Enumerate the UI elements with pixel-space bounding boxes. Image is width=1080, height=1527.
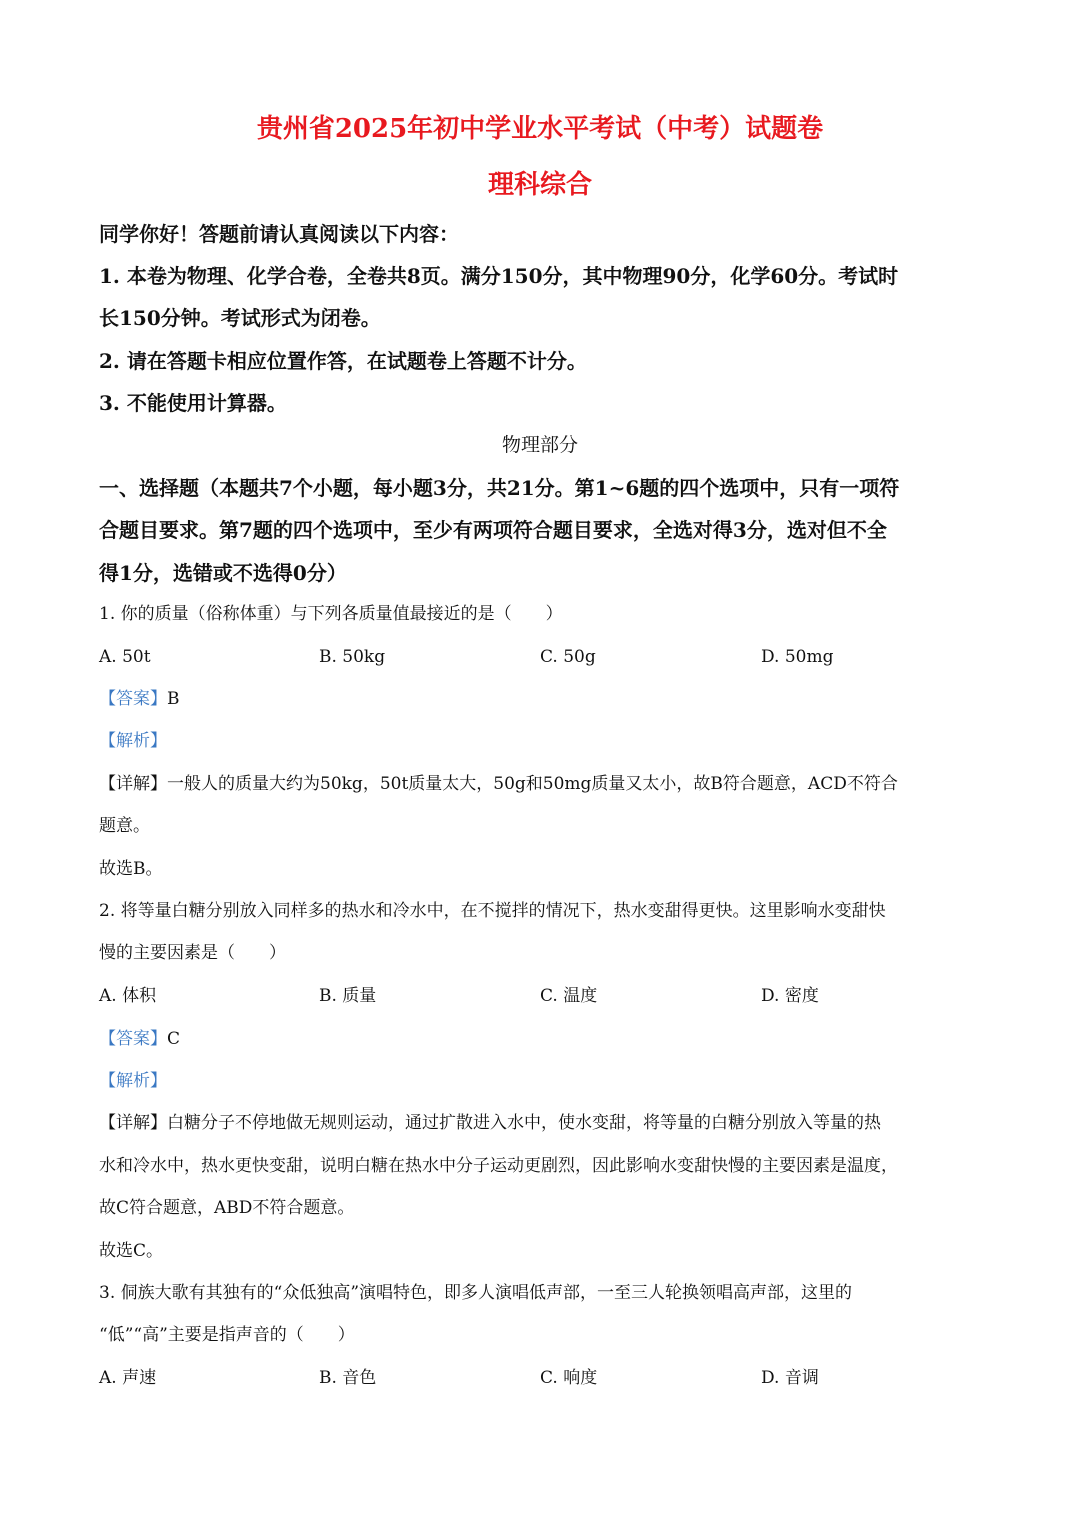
question-1-option-d: D. 50mg: [761, 647, 834, 667]
question-3-stem-line-2: “低”“高”主要是指声音的（ ）: [99, 1325, 355, 1345]
part-description-line-1: 一、选择题（本题共7个小题，每小题3分，共21分。第1~6题的四个选项中，只有一项符: [99, 476, 900, 500]
question-3-option-c: C. 响度: [540, 1368, 598, 1388]
section-heading: 物理部分: [501, 434, 578, 456]
question-2-stem-line-1: 2. 将等量白糖分别放入同样多的热水和冷水中，在不搅拌的情况下，热水变甜得更快。这里影响水变甜快: [99, 901, 886, 921]
exam-title: 贵州省2025年初中学业水平考试（中考）试题卷: [256, 114, 824, 144]
answer-value: C: [167, 1029, 181, 1049]
question-2-detail-line-3: 故C符合题意，ABD不符合题意。: [99, 1198, 355, 1218]
question-1-options: [99, 649, 999, 671]
instruction-item-2: 2. 请在答题卡相应位置作答，在试题卷上答题不计分。: [99, 349, 587, 373]
question-2-options: [99, 988, 999, 1010]
question-1-option-a: A. 50t: [99, 647, 151, 667]
part-description-line-3: 得1分，选错或不选得0分）: [99, 561, 347, 585]
question-3-stem-line-1: 3. 侗族大歌有其独有的“众低独高”演唱特色，即多人演唱低声部，一至三人轮换领唱高声部，这里的: [99, 1283, 853, 1303]
analysis-label: 【解析】: [99, 731, 167, 751]
analysis-label: 【解析】: [99, 1071, 167, 1091]
question-3-option-b: B. 音色: [319, 1368, 377, 1388]
instructions-greeting: 同学你好！答题前请认真阅读以下内容：: [99, 222, 459, 246]
question-2-option-c: C. 温度: [540, 986, 598, 1006]
question-1-option-c: C. 50g: [540, 647, 596, 667]
exam-subtitle: 理科综合: [487, 170, 592, 200]
instruction-item-3: 3. 不能使用计算器。: [99, 391, 287, 415]
question-3-option-a: A. 声速: [99, 1368, 157, 1388]
question-1-stem: 1. 你的质量（俗称体重）与下列各质量值最接近的是（ ）: [99, 604, 563, 624]
question-1-detail-line-2: 题意。: [99, 816, 150, 836]
question-2-detail-line-1: [99, 1115, 881, 1132]
question-2-conclusion: 故选C。: [99, 1241, 164, 1261]
detail-label: 【详解】: [99, 774, 167, 794]
question-1-conclusion: 故选B。: [99, 859, 163, 879]
detail-text: 白糖分子不停地做无规则运动，通过扩散进入水中，使水变甜，将等量的白糖分别放入等量的热: [167, 1113, 881, 1133]
question-1-detail-line-1: [99, 776, 898, 793]
detail-text: 一般人的质量大约为50kg，50t质量太大，50g和50mg质量又太小，故B符合题意，ACD不符合: [167, 774, 898, 794]
question-2-answer: [99, 1031, 180, 1048]
question-1-option-b: B. 50kg: [319, 647, 386, 667]
instruction-item-1-line-2: 长150分钟。考试形式为闭卷。: [99, 306, 381, 330]
detail-label: 【详解】: [99, 1113, 167, 1133]
part-description-line-2: 合题目要求。第7题的四个选项中，至少有两项符合题目要求，全选对得3分，选对但不全: [99, 518, 887, 542]
question-2-stem-line-2: 慢的主要因素是（ ）: [99, 943, 286, 963]
answer-label: 【答案】: [99, 1029, 167, 1049]
answer-label: 【答案】: [99, 689, 167, 709]
answer-value: B: [167, 689, 180, 709]
question-2-option-d: D. 密度: [761, 986, 819, 1006]
question-2-detail-line-2: 水和冷水中，热水更快变甜，说明白糖在热水中分子运动更剧烈，因此影响水变甜快慢的主要因素是温度，: [99, 1156, 898, 1176]
question-1-analysis: [99, 733, 167, 750]
question-2-option-b: B. 质量: [319, 986, 377, 1006]
question-2-analysis: [99, 1073, 167, 1090]
question-1-answer: [99, 691, 180, 708]
question-3-option-d: D. 音调: [761, 1368, 819, 1388]
question-2-option-a: A. 体积: [99, 986, 157, 1006]
instruction-item-1-line-1: 1. 本卷为物理、化学合卷，全卷共8页。满分150分，其中物理90分，化学60分。考试时: [99, 264, 899, 288]
question-3-options: [99, 1370, 999, 1392]
